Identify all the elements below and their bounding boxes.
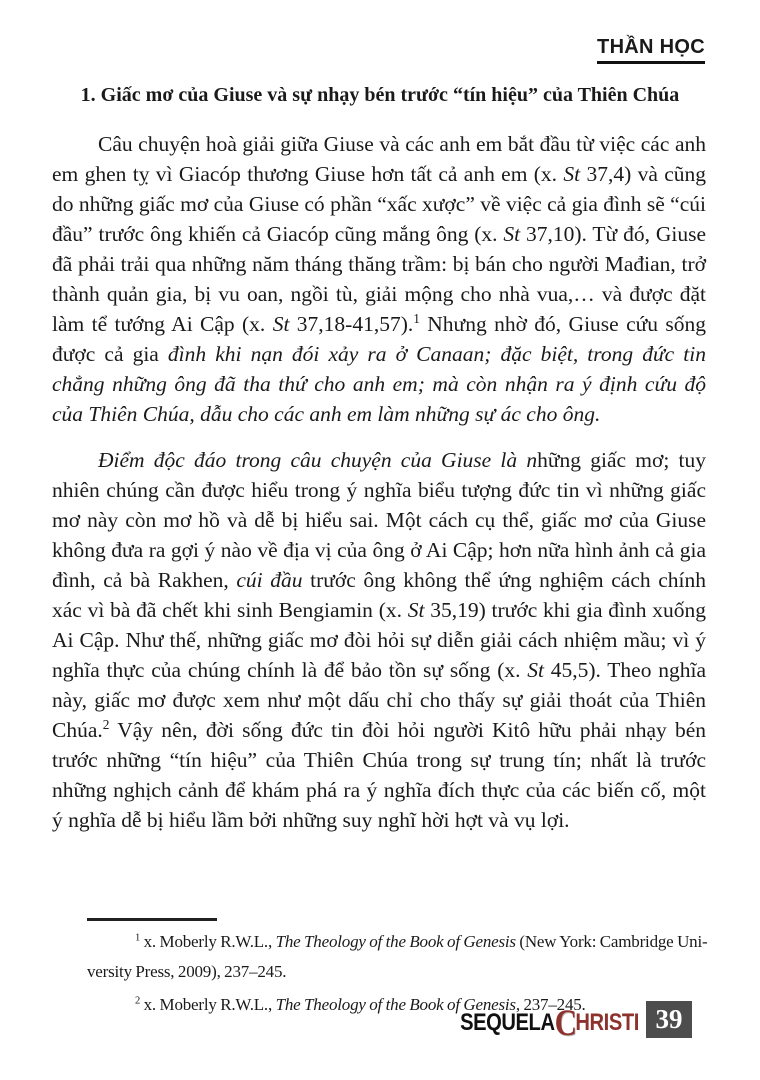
running-header — [597, 36, 705, 64]
logo-text-sequela: SEQUELA — [460, 1009, 555, 1036]
paragraph-2: Điểm độc đáo trong câu chuyện của Giuse là những giấc mơ; tuy nhiên chúng cần được hiểu trong ý nghĩa biểu tượng đức tin vì những giấc mơ này còn mơ hồ và dễ bị hiểu sai. Một cách cụ thể, giấc mơ của Giuse không đưa ra gợi ý nào về địa vị của ông ở Ai Cập; hơn nữa hình ảnh cả gia đình, cả bà Rakhen, cúi đầu trước ông không thể ứng nghiệm cách chính xác vì bà đã chết khi sinh Bengiamin (x. St 35,19) trước khi gia đình xuống Ai Cập. Như thế, những giấc mơ đòi hỏi sự diễn giải cách nhiệm mầu; vì ý nghĩa thực của chúng chính là để bảo tồn sự sống (x. St 45,5). Theo nghĩa này, giấc mơ được xem như một dấu chỉ cho thấy sự giải thoát của Thiên Chúa.$^2$ Vậy nên, đời sống đức tin đòi hỏi người Kitô hữu phải nhạy bén trước những “tín hiệu” của Thiên Chúa trong sự trung tín; nhất là trước những nghịch cảnh để khám phá ra ý nghĩa đích thực của các biến cố, một ý nghĩa dễ bị hiểu lầm bởi những suy nghĩ hời hợt và vụ lợi. — [52, 448, 707, 832]
page-footer — [426, 1001, 692, 1044]
footnote-2: $^2$ x. Moberly R.W.L., The Theology of the Book of Genesis, 237–245. — [135, 995, 586, 1014]
running-header-text: THẦN HỌC — [597, 36, 705, 64]
page-number-badge — [646, 1001, 692, 1038]
sequela-christi-logo — [460, 1003, 639, 1044]
logo-c-emblem-icon: C — [554, 1003, 578, 1044]
footnote-1-line-1: $^1$ x. Moberly R.W.L., The Theology of the Book of Genesis (New York: Cambridge Uni- — [135, 932, 708, 951]
body-text — [52, 129, 706, 835]
logo-text-hristi: HRISTI — [575, 1009, 639, 1036]
page-number: 39 — [655, 1004, 683, 1034]
paragraph-1: Câu chuyện hoà giải giữa Giuse và các anh em bắt đầu từ việc các anh em ghen tỵ vì Giacóp thương Giuse hơn tất cả anh em (x. St 37,4) và cũng do những giấc mơ của Giuse có phần “xấc xược” về việc cả gia đình sẽ “cúi đầu” trước ông khiến cả Giacóp cũng mắng ông (x. St 37,10). Từ đó, Giuse đã phải trải qua những năm tháng thăng trầm: bị bán cho người Mađian, trở thành quản gia, bị vu oan, ngồi tù, giải mộng cho nhà vua,… và được đặt làm tể tướng Ai Cập (x. St 37,18-41,57).$^1$ Nhưng nhờ đó, Giuse cứu sống được cả gia đình khi nạn đói xảy ra ở Canaan; đặc biệt, trong đức tin chẳng những ông đã tha thứ cho anh em; mà còn nhận ra ý định cứu độ của Thiên Chúa, dẫu cho các anh em làm những sự ác cho ông. — [52, 132, 706, 426]
footnote-separator-rule — [87, 918, 217, 921]
footnote-1-line-2: versity Press, 2009), 237–245. — [87, 962, 287, 981]
section-title: 1. Giấc mơ của Giuse và sự nhạy bén trước “tín hiệu” của Thiên Chúa — [80, 84, 680, 106]
